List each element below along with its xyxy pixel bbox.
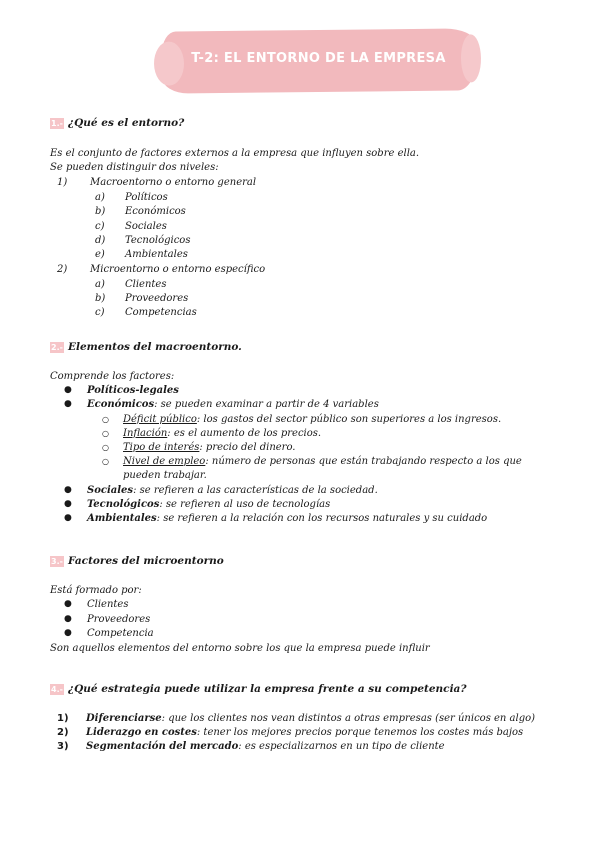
- item-letter: b): [95, 206, 106, 217]
- section-number: 4.-: [51, 684, 63, 694]
- item-letter: c): [95, 221, 105, 232]
- section-3-heading: [50, 555, 224, 567]
- sub-bullet: ○: [102, 415, 109, 424]
- strategy-number: 3): [57, 741, 69, 752]
- factor-desc: : se refieren al uso de tecnologías: [159, 499, 331, 510]
- list-item: Competencias: [125, 307, 197, 318]
- sub-bullet: ○: [102, 429, 109, 438]
- strategy-number: 1): [57, 713, 69, 724]
- strategy-item: [86, 740, 445, 753]
- list-item: Sociales: [125, 221, 167, 232]
- section-number: 1.-: [51, 118, 63, 128]
- factor-desc: : se refieren a la relación con los recursos naturales y su cuidado: [156, 513, 488, 524]
- bullet: ●: [64, 499, 72, 509]
- bullet: ●: [64, 385, 72, 395]
- list-item: Tecnológicos: [125, 235, 191, 246]
- factor-item: [87, 512, 487, 525]
- variable-desc-continued: pueden trabajar.: [123, 470, 207, 481]
- factor-term: Económicos: [87, 399, 155, 410]
- level-label: Microentorno o entorno específico: [90, 264, 266, 275]
- strategy-desc: : tener los mejores precios porque tenemos los costes más bajos: [196, 727, 524, 738]
- section-title: ¿Qué estrategia puede utilizar la empresa frente a su competencia?: [68, 683, 467, 695]
- section-4-heading: [50, 683, 467, 695]
- paragraph: Son aquellos elementos del entorno sobre los que la empresa puede influir: [50, 643, 430, 654]
- variable-term: Tipo de interés: [123, 442, 200, 453]
- factor-item: [87, 484, 378, 497]
- bullet: ●: [64, 485, 72, 495]
- item-letter: a): [95, 192, 105, 203]
- level-label: Macroentorno o entorno general: [90, 177, 257, 188]
- variable-term: Nivel de empleo: [123, 456, 206, 467]
- factor-term: Sociales: [87, 485, 134, 496]
- factor-item: [87, 398, 379, 411]
- variable-item: [123, 427, 321, 440]
- list-item: Competencia: [87, 628, 154, 639]
- list-item: Proveedores: [125, 293, 189, 304]
- variable-item: [123, 413, 501, 426]
- list-item: Económicos: [125, 206, 186, 217]
- sub-bullet: ○: [102, 443, 109, 452]
- section-1-heading: [50, 117, 184, 129]
- bullet: ●: [64, 599, 72, 609]
- bullet: ●: [64, 628, 72, 638]
- variable-desc: : número de personas que están trabajando respecto a los que: [205, 456, 522, 467]
- item-letter: e): [95, 249, 105, 260]
- section-title: ¿Qué es el entorno?: [68, 117, 185, 129]
- factor-term: Tecnológicos: [87, 499, 160, 510]
- section-title: Factores del microentorno: [68, 555, 224, 567]
- strategy-number: 2): [57, 727, 69, 738]
- variable-desc: : es el aumento de los precios.: [167, 428, 322, 439]
- factor-term: Ambientales: [87, 513, 157, 524]
- variable-item: [123, 441, 295, 454]
- section-number: 2.-: [51, 342, 63, 352]
- variable-desc: : precio del dinero.: [199, 442, 296, 453]
- level-number: 2): [57, 264, 68, 275]
- variable-desc: : los gastos del sector público son superiores a los ingresos.: [196, 414, 502, 425]
- strategy-desc: : que los clientes nos vean distintos a otras empresas (ser únicos en algo): [161, 713, 536, 724]
- variable-term: Inflación: [123, 428, 168, 439]
- paragraph: Es el conjunto de factores externos a la empresa que influyen sobre ella.: [50, 148, 420, 159]
- paragraph: Está formado por:: [50, 585, 142, 596]
- sub-bullet: ○: [102, 457, 109, 466]
- factor-item: [87, 498, 330, 511]
- section-title: Elementos del macroentorno.: [68, 341, 242, 353]
- item-letter: c): [95, 307, 105, 318]
- strategy-desc: : es especializarnos en un tipo de cliente: [238, 741, 445, 752]
- strategy-term: Segmentación del mercado: [86, 741, 239, 752]
- list-item: Ambientales: [125, 249, 188, 260]
- list-item: Clientes: [125, 279, 167, 290]
- item-letter: d): [95, 235, 106, 246]
- bullet: ●: [64, 614, 72, 624]
- factor-desc: : se pueden examinar a partir de 4 variables: [154, 399, 379, 410]
- strategy-term: Diferenciarse: [86, 713, 162, 724]
- paragraph: Comprende los factores:: [50, 371, 175, 382]
- variable-term: Déficit público: [123, 414, 197, 425]
- factor-desc: : se refieren a las características de la sociedad.: [133, 485, 378, 496]
- item-letter: a): [95, 279, 105, 290]
- section-2-heading: [50, 341, 242, 353]
- paragraph: Se pueden distinguir dos niveles:: [50, 162, 219, 173]
- strategy-item: [86, 712, 535, 725]
- list-item: Proveedores: [87, 614, 151, 625]
- list-item: Políticos: [125, 192, 168, 203]
- section-number: 3.-: [51, 556, 63, 566]
- variable-item: [123, 455, 522, 468]
- strategy-term: Liderazgo en costes: [86, 727, 197, 738]
- list-item: Clientes: [87, 599, 129, 610]
- factor-term: Políticos-legales: [87, 385, 179, 396]
- level-number: 1): [57, 177, 68, 188]
- bullet: ●: [64, 399, 72, 409]
- bullet: ●: [64, 513, 72, 523]
- strategy-item: [86, 726, 523, 739]
- page-title: T-2: EL ENTORNO DE LA EMPRESA: [191, 51, 446, 66]
- item-letter: b): [95, 293, 106, 304]
